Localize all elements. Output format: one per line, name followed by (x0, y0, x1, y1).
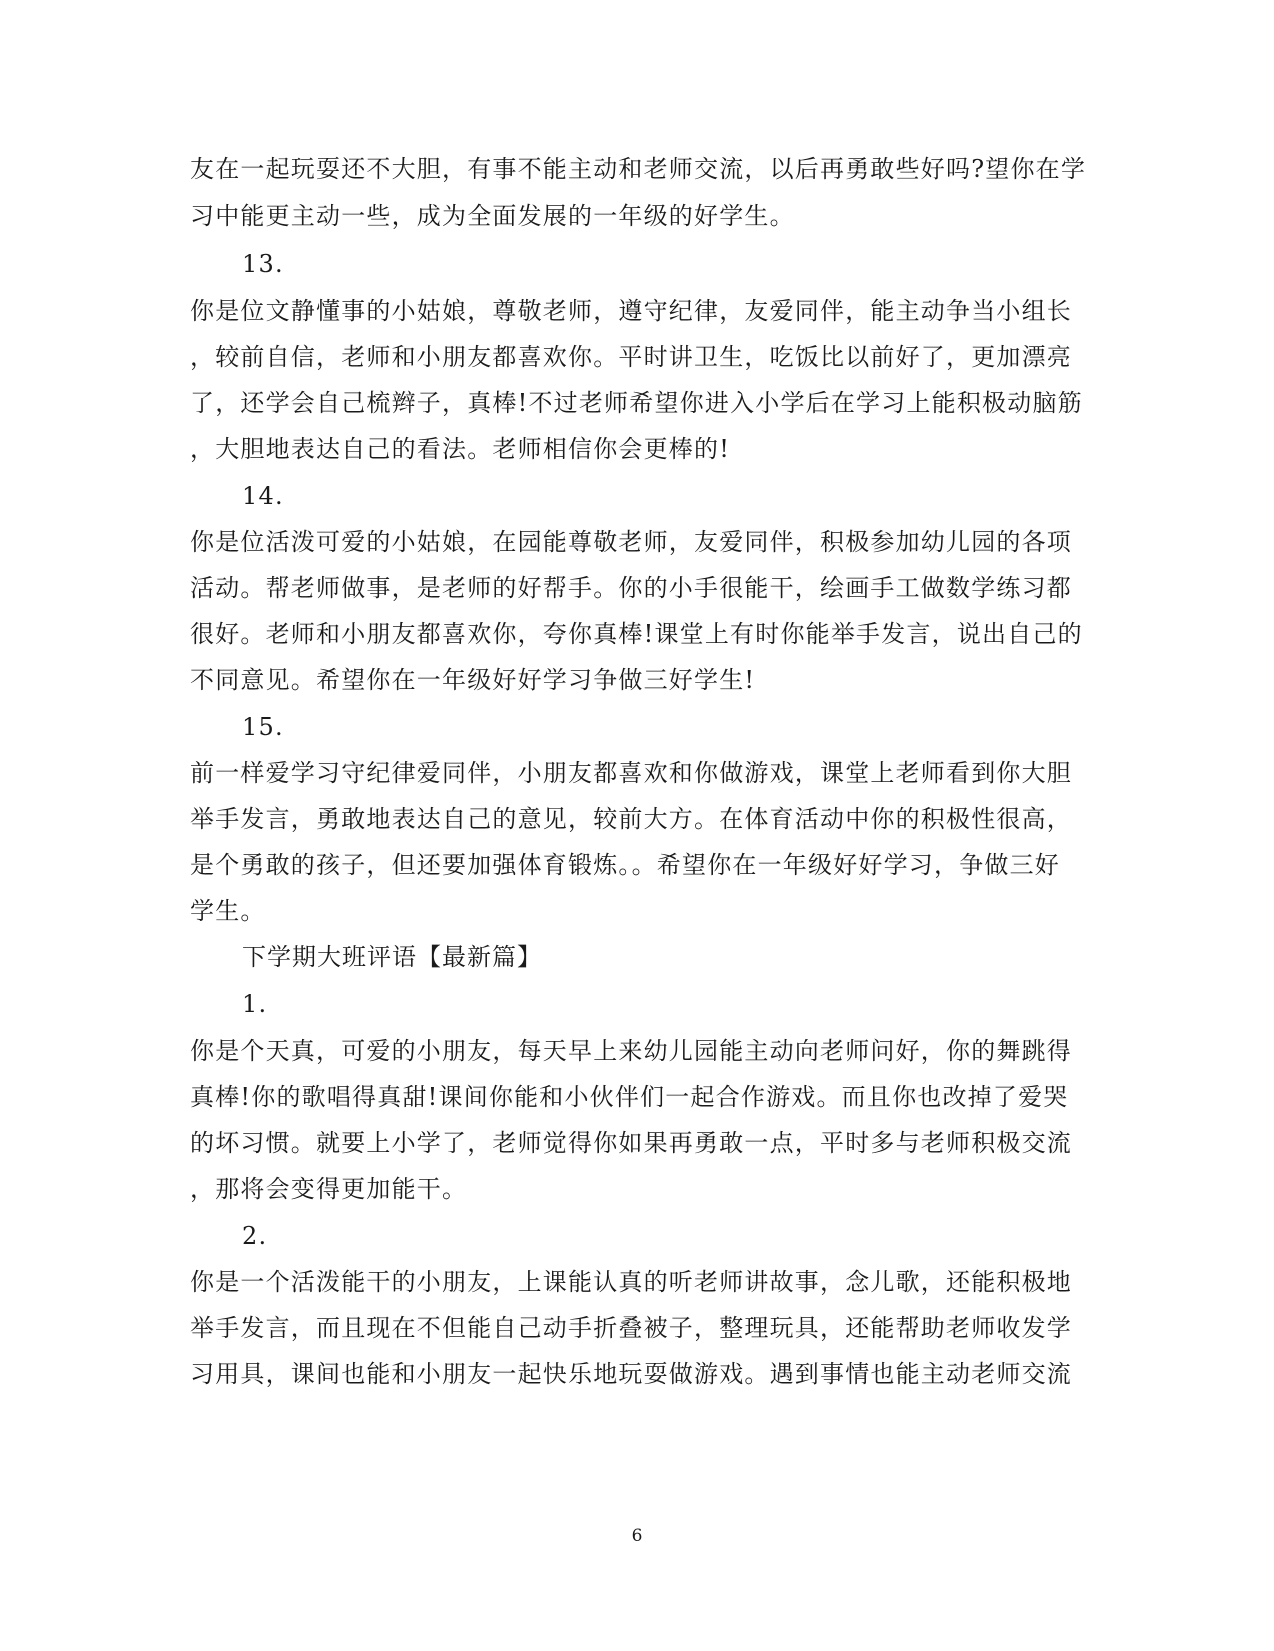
item-number: 1. (242, 990, 268, 1018)
page-number: 6 (631, 1526, 643, 1546)
text-line: 很好。老师和小朋友都喜欢你，夸你真棒!课堂上有时你能举手发言，说出自己的 (190, 620, 1083, 648)
item-number: 15. (242, 713, 284, 741)
text-line: 不同意见。希望你在一年级好好学习争做三好学生! (190, 666, 756, 694)
text-line: 举手发言，勇敢地表达自己的意见，较前大方。在体育活动中你的积极性很高， (190, 805, 1072, 833)
text-line: 举手发言，而且现在不但能自己动手折叠被子，整理玩具，还能帮助老师收发学 (190, 1314, 1072, 1342)
item-number: 2. (242, 1222, 268, 1250)
text-line: 前一样爱学习守纪律爱同伴，小朋友都喜欢和你做游戏，课堂上老师看到你大胆 (190, 759, 1072, 787)
text-line: 你是位活泼可爱的小姑娘，在园能尊敬老师，友爱同伴，积极参加幼儿园的各项 (190, 528, 1072, 556)
section-heading: 下学期大班评语【最新篇】 (242, 943, 542, 971)
text-line: 你是一个活泼能干的小朋友，上课能认真的听老师讲故事，念儿歌，还能积极地 (190, 1268, 1072, 1296)
text-line: ，大胆地表达自己的看法。老师相信你会更棒的! (190, 435, 731, 463)
text-line: 习中能更主动一些，成为全面发展的一年级的好学生。 (190, 202, 795, 230)
text-line: 活动。帮老师做事，是老师的好帮手。你的小手很能干，绘画手工做数学练习都 (190, 574, 1072, 602)
text-line: 你是个天真，可爱的小朋友，每天早上来幼儿园能主动向老师问好，你的舞跳得 (190, 1037, 1072, 1065)
text-line: 了，还学会自己梳辫子，真棒!不过老师希望你进入小学后在学习上能积极动脑筋 (190, 389, 1083, 417)
text-line: 你是位文静懂事的小姑娘，尊敬老师，遵守纪律，友爱同伴，能主动争当小组长 (190, 297, 1072, 325)
text-line: 学生。 (190, 897, 266, 925)
text-line: ，那将会变得更加能干。 (190, 1175, 468, 1203)
text-line: 真棒!你的歌唱得真甜!课间你能和小伙伴们一起合作游戏。而且你也改掉了爱哭 (190, 1083, 1069, 1111)
item-number: 14. (242, 482, 284, 510)
item-number: 13. (242, 250, 284, 278)
text-line: 的坏习惯。就要上小学了，老师觉得你如果再勇敢一点，平时多与老师积极交流 (190, 1129, 1072, 1157)
text-line: 友在一起玩耍还不大胆，有事不能主动和老师交流，以后再勇敢些好吗?望你在学 (190, 155, 1087, 183)
text-line: ，较前自信，老师和小朋友都喜欢你。平时讲卫生，吃饭比以前好了，更加漂亮 (190, 343, 1072, 371)
text-line: 是个勇敢的孩子，但还要加强体育锻炼。。希望你在一年级好好学习，争做三好 (190, 851, 1060, 879)
text-line: 习用具，课间也能和小朋友一起快乐地玩耍做游戏。遇到事情也能主动老师交流 (190, 1360, 1072, 1388)
